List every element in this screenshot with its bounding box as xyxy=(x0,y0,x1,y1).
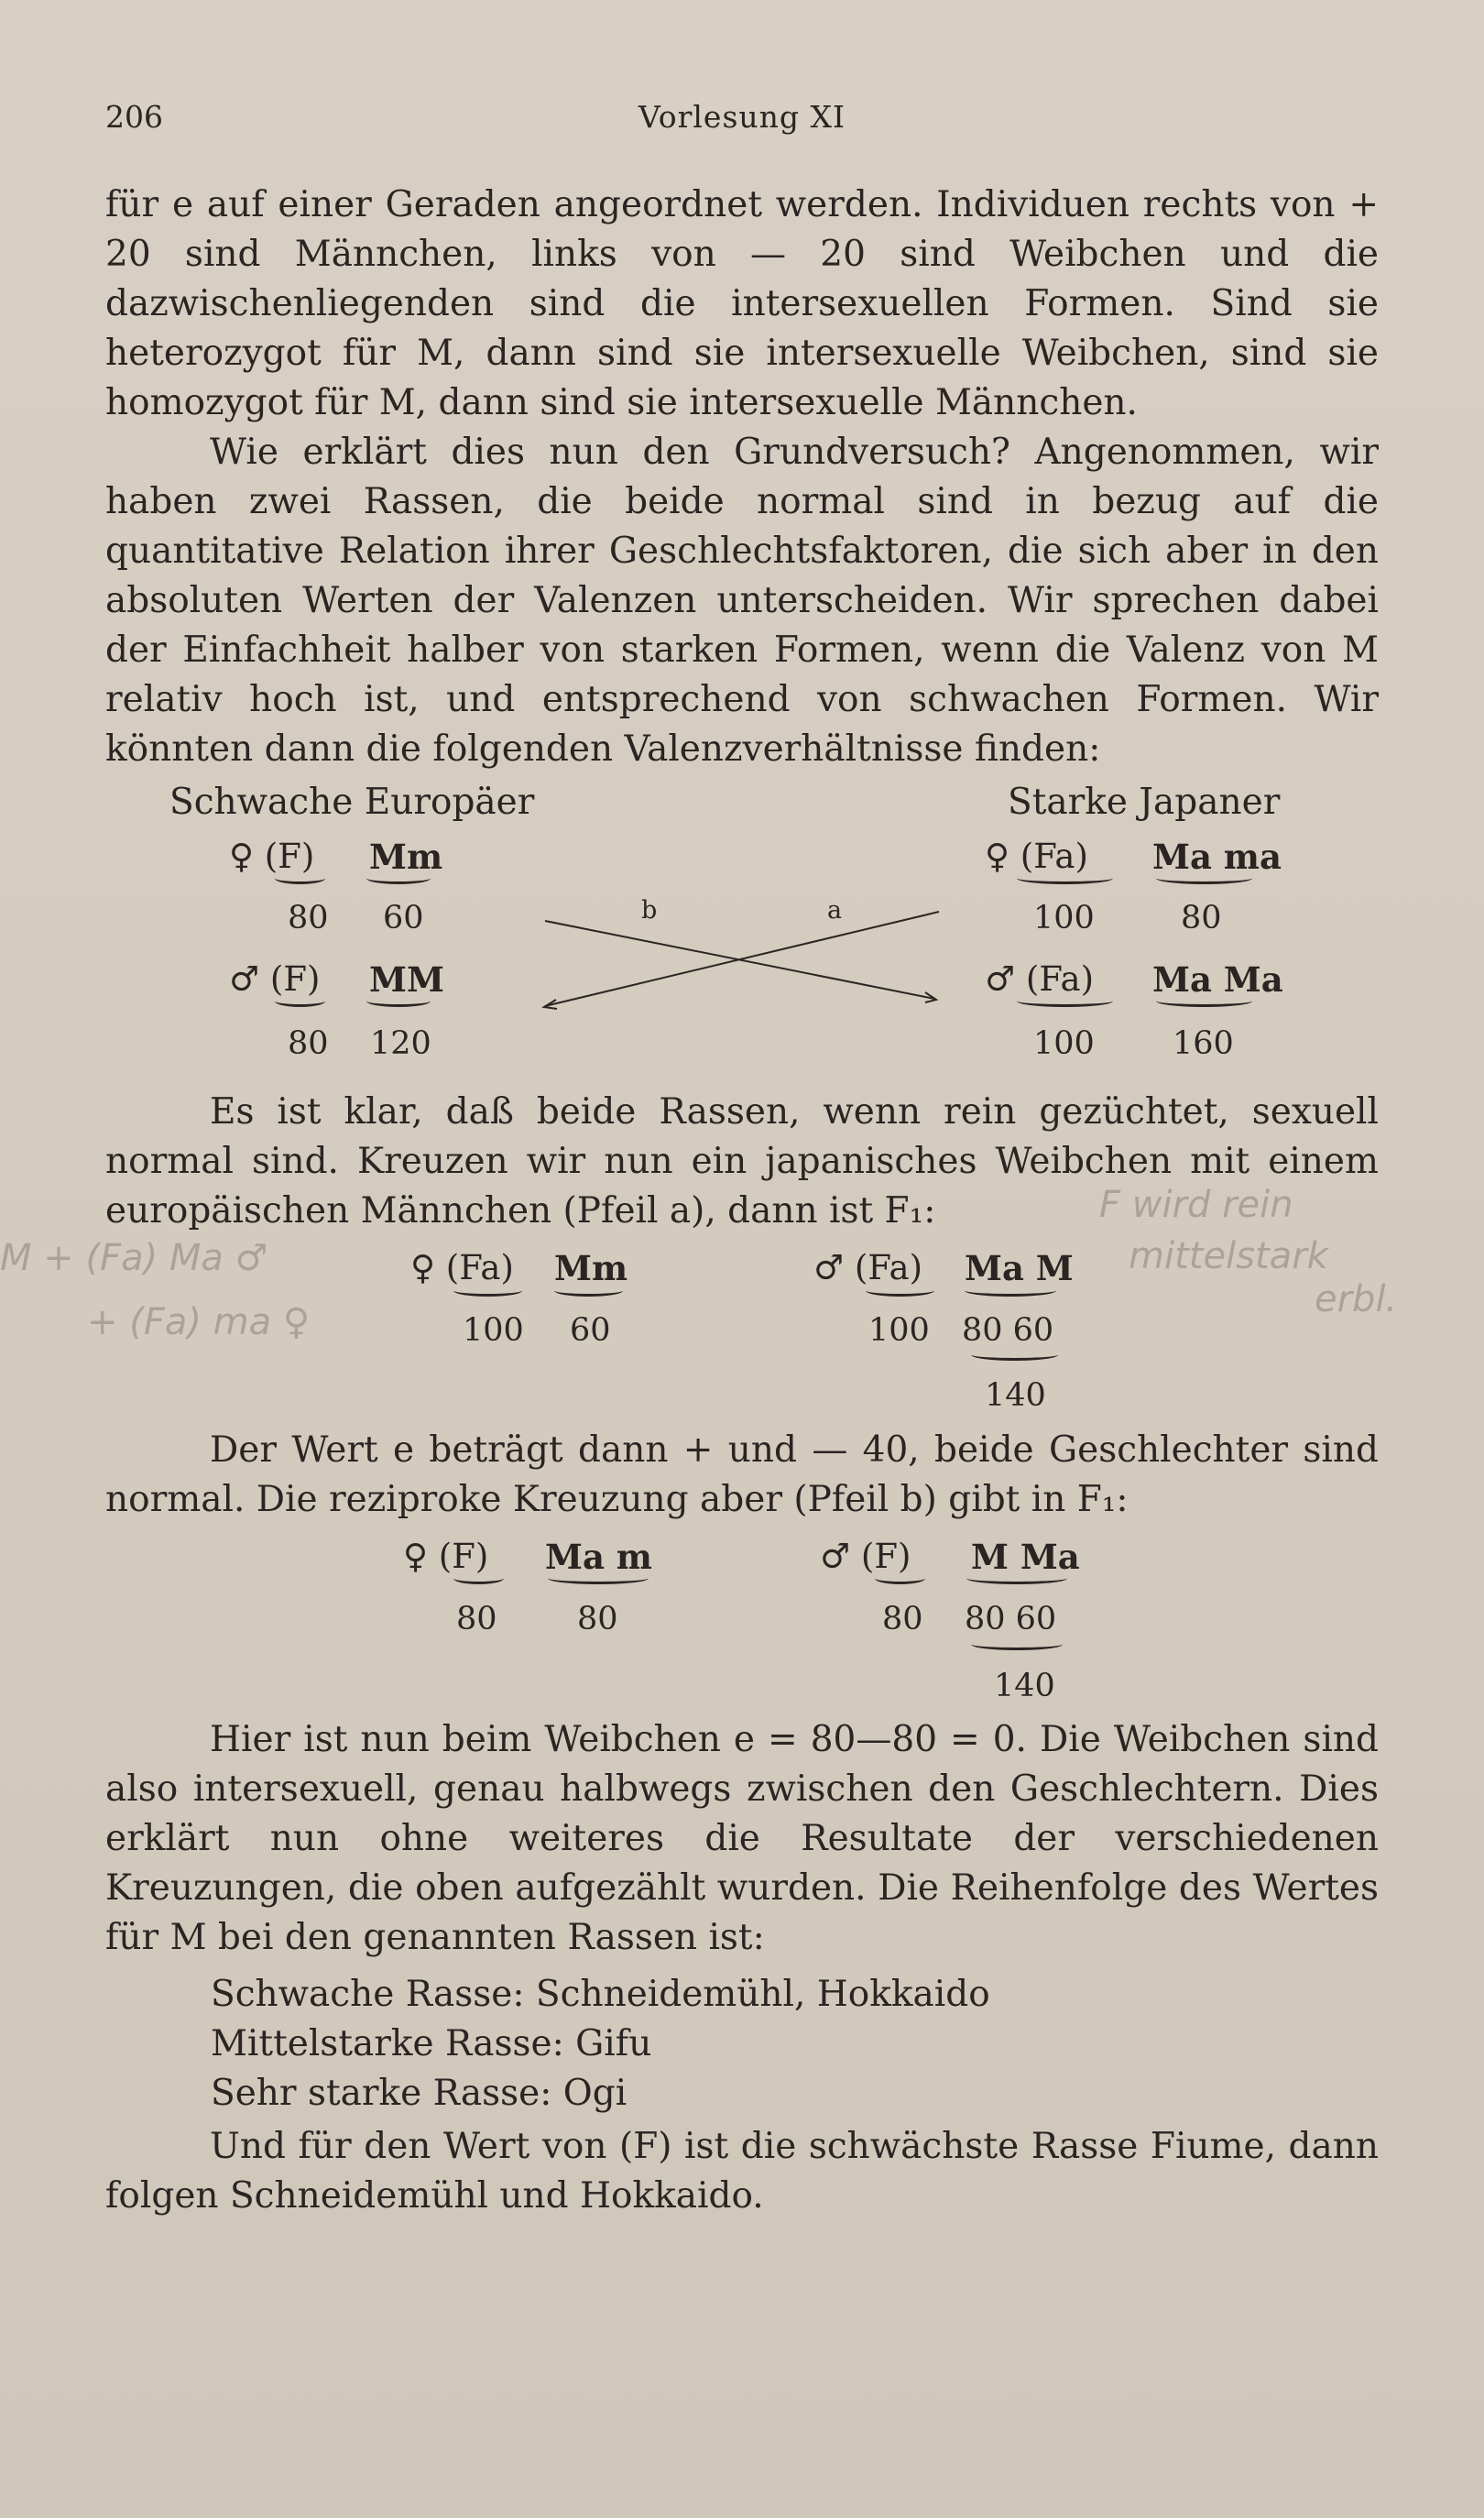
weak-europeans-title: Schwache Europäer xyxy=(169,782,535,823)
paragraph-3: Es ist klar, daß beide Rassen, wenn rein gezüchtet, sexuell normal sind. Kreuzen wir nun ein japanisches Weibchen mit einem europäischen Männchen (Pfeil a), dann ist F₁: xyxy=(105,1091,1379,1232)
value: 160 xyxy=(1173,1025,1234,1062)
value: 80 60 xyxy=(962,1312,1054,1349)
cross-a-male-formula: ♂ (Fa) xyxy=(813,1248,923,1287)
brace xyxy=(966,1572,1067,1584)
brace xyxy=(453,1285,522,1297)
cross-b-female-genes: Ma m xyxy=(545,1537,652,1577)
pencil-note-right-2: mittelstark xyxy=(1129,1235,1328,1277)
cross-b-female-formula: ♀ (F) xyxy=(403,1537,489,1576)
value: 60 xyxy=(570,1312,611,1349)
left-male-genes: MM xyxy=(369,959,444,1000)
cross-a-male-genes: Ma M xyxy=(965,1248,1074,1288)
value: 80 xyxy=(1181,900,1222,936)
value: 80 xyxy=(456,1601,497,1637)
brace xyxy=(1156,995,1252,1007)
value: 80 xyxy=(288,900,329,936)
right-male-formula: ♂ (Fa) xyxy=(985,959,1095,999)
cross-b-male-formula: ♂ (F) xyxy=(820,1537,911,1576)
pencil-note-right-3: erbl. xyxy=(1315,1278,1398,1320)
brace xyxy=(1017,995,1113,1007)
value: 100 xyxy=(1033,1025,1095,1062)
value: 80 xyxy=(882,1601,923,1637)
cross-b-male-genes: M Ma xyxy=(971,1537,1080,1577)
brace xyxy=(965,1285,1056,1297)
brace xyxy=(1017,872,1113,884)
right-male-genes: Ma Ma xyxy=(1152,959,1283,1000)
brace xyxy=(971,1638,1063,1650)
list-item: Sehr starke Rasse: Ogi xyxy=(211,2073,627,2114)
value: 60 xyxy=(383,900,424,936)
brace xyxy=(453,1572,504,1584)
cross-a-female-formula: ♀ (Fa) xyxy=(410,1248,514,1287)
list-item: Schwache Rasse: Schneidemühl, Hokkaido xyxy=(211,1974,990,2015)
value: 120 xyxy=(370,1025,431,1062)
brace xyxy=(971,1349,1058,1361)
brace xyxy=(548,1572,649,1584)
brace xyxy=(275,995,325,1007)
value: 80 xyxy=(288,1025,329,1062)
brace xyxy=(366,995,431,1007)
right-female-formula: ♀ (Fa) xyxy=(985,837,1088,876)
value: 100 xyxy=(1033,900,1095,936)
left-male-formula: ♂ (F) xyxy=(229,959,321,999)
brace xyxy=(366,872,431,884)
strong-japanese-title: Starke Japaner xyxy=(1008,782,1281,823)
left-female-genes: Mm xyxy=(369,837,443,877)
value: 100 xyxy=(463,1312,524,1349)
paragraph-6: Und für den Wert von (F) ist die schwächste Rasse Fiume, dann folgen Schneidemühl und Hokkaido. xyxy=(105,2126,1379,2217)
value: 100 xyxy=(868,1312,930,1349)
paragraph-1: für e auf einer Geraden angeordnet werden. Individuen rechts von + 20 sind Männchen, links von — 20 sind Weibchen und die dazwischenliegenden sind die intersexuellen Formen. Sind sie heterozygot für M, dann sind sie intersexuelle Weibchen, sind sie homozygot für M, dann sind sie intersexuelle Männchen. xyxy=(105,184,1379,423)
brace xyxy=(1156,872,1252,884)
paragraph-2: Wie erklärt dies nun den Grundversuch? Angenommen, wir haben zwei Rassen, die beide normal sind in bezug auf die quantitative Relation ihrer Geschlechtsfaktoren, die sich aber in den absoluten Werten der Valenzen unterscheiden. Wir sprechen dabei der Einfachheit halber von starken Formen, wenn die Valenz von M relativ hoch ist, und entsprechend von schwachen Formen. Wir könnten dann die folgenden Valenzverhältnisse finden: xyxy=(105,432,1379,770)
page-number: 206 xyxy=(105,99,163,135)
brace xyxy=(275,872,325,884)
sum-value: 140 xyxy=(985,1377,1046,1414)
cross-arrows xyxy=(531,893,962,1031)
pencil-note-left-1: M + (Fa) Ma ♂ xyxy=(0,1237,268,1279)
arrow-b-label: b xyxy=(641,896,658,925)
brace xyxy=(866,1285,934,1297)
list-item: Mittelstarke Rasse: Gifu xyxy=(211,2023,652,2064)
paragraph-4: Der Wert e beträgt dann + und — 40, beide Geschlechter sind normal. Die reziproke Kreuzung aber (Pfeil b) gibt in F₁: xyxy=(105,1429,1379,1520)
arrow-a-line xyxy=(545,912,939,1006)
left-female-formula: ♀ (F) xyxy=(229,837,315,876)
pencil-note-left-2: + (Fa) ma ♀ xyxy=(87,1301,311,1343)
value: 80 xyxy=(577,1601,618,1637)
running-title: Vorlesung XI xyxy=(638,99,846,135)
arrow-a-label: a xyxy=(827,896,843,925)
sum-value: 140 xyxy=(994,1668,1055,1704)
pencil-note-right-1: F wird rein xyxy=(1099,1184,1293,1226)
brace xyxy=(554,1285,623,1297)
brace xyxy=(875,1572,925,1584)
value: 80 60 xyxy=(965,1601,1057,1637)
paragraph-5: Hier ist nun beim Weibchen e = 80—80 = 0. Die Weibchen sind also intersexuell, genau halbwegs zwischen den Geschlechtern. Dies erklärt nun ohne weiteres die Resultate der verschiedenen Kreuzungen, die oben aufgezählt wurden. Die Reihenfolge des Wertes für M bei den genannten Rassen ist: xyxy=(105,1719,1379,1958)
cross-a-female-genes: Mm xyxy=(554,1248,628,1288)
right-female-genes: Ma ma xyxy=(1152,837,1282,877)
